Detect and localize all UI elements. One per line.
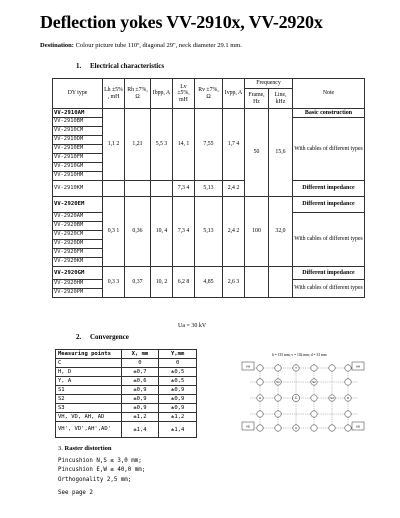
col-lv: Lv ±5%, mH	[173, 79, 195, 109]
model-cell: VV-2920DM	[53, 240, 103, 249]
marker-label: H	[258, 396, 262, 400]
ipp-value: 10, 2	[151, 267, 173, 298]
raster-line: Pincushion N,S ≤ 3,0 mm;	[58, 458, 142, 464]
model-cell: VV-2910DM	[53, 136, 103, 145]
marker-label: VH	[245, 364, 251, 369]
model-cell: VV-2910KM	[53, 181, 103, 197]
model-cell: VV-2920FM	[53, 249, 103, 258]
marker-label: D	[346, 396, 350, 400]
rh-value: 0,36	[125, 197, 151, 267]
conv-point: C	[56, 359, 122, 368]
rv-value: 5,13	[195, 197, 223, 267]
model-cell: VV-2920PM	[53, 289, 103, 298]
conv-point: H, D	[56, 368, 122, 377]
conv-y: ±0,9	[159, 404, 197, 413]
model-cell: VV-2920HM	[53, 280, 103, 289]
model-cell: VV-2910EM	[53, 145, 103, 154]
section-heading-electrical	[76, 62, 164, 70]
model-cell: VV-2910AM	[53, 109, 103, 118]
col-frame: Frame, Hz	[245, 89, 269, 109]
model-cell: VV-2920BM	[53, 222, 103, 231]
col-line: Line, kHz	[269, 89, 293, 109]
col-note: Note	[293, 79, 365, 109]
conv-point: VH', VD',AH',AD'	[56, 422, 122, 438]
model-cell: VV-2910HM	[53, 172, 103, 181]
destination-line	[40, 42, 242, 49]
page-title: Deflection yokes VV-2910x, VV-2920x	[40, 12, 323, 32]
ipp-value: 10, 4	[151, 197, 173, 267]
ivpp-value: 1,7 4	[223, 109, 245, 181]
convergence-table	[55, 349, 197, 438]
electrical-table	[52, 78, 365, 298]
lv-value: 6,2 8	[173, 267, 195, 298]
col-ivpp: Ivpp, A	[223, 79, 245, 109]
section-heading-raster	[58, 445, 112, 452]
anode-voltage: Ua = 30 kV	[178, 323, 207, 329]
note-cell: With cables of different types	[293, 118, 365, 181]
frame-value: 100	[245, 197, 269, 267]
marker-label: Y	[294, 366, 298, 370]
model-cell: VV-2920EM	[53, 197, 103, 213]
section-number: 2.	[76, 333, 82, 341]
note-cell: With cables of different types	[293, 280, 365, 298]
conv-point: S2	[56, 395, 122, 404]
conv-y: ±1,2	[159, 413, 197, 422]
conv-y: ±1,4	[159, 422, 197, 438]
conv-point: S3	[56, 404, 122, 413]
col-rh: Rh ±7%, Ω	[125, 79, 151, 109]
note-cell: Different impedance	[293, 181, 365, 197]
model-cell: VV-2910FM	[53, 154, 103, 163]
raster-specs	[58, 457, 145, 485]
convergence-points-diagram	[236, 350, 366, 445]
conv-y: ±0,9	[159, 395, 197, 404]
center-label: C	[294, 396, 298, 401]
diagram-dimensions: h = 135 mm; v = 102 mm; d = 33 mm	[272, 353, 327, 357]
raster-line: Pincushion E,W ≤ 40,0 mm;	[58, 467, 146, 474]
conv-y: ±0,5	[159, 377, 197, 386]
model-cell: VV-2920GM	[53, 267, 103, 280]
ivpp-value: 2,4 2	[223, 197, 245, 267]
lh-value: 0,3 3	[103, 267, 125, 298]
col-frequency: Frequency	[245, 79, 293, 89]
section-title: Electrical characteristics	[90, 62, 165, 70]
lv-value: 7,3 4	[173, 197, 195, 267]
conv-header-points: Measuring points	[56, 350, 122, 359]
conv-point: Y, A	[56, 377, 122, 386]
rh-value: 1,21	[125, 109, 151, 181]
see-page-note: See page 2	[58, 490, 93, 496]
conv-y: ±0,5	[159, 368, 197, 377]
lv-value: 14, 1	[173, 109, 195, 181]
line-value: 32,0	[269, 197, 293, 267]
conv-x: ±0,9	[121, 386, 159, 395]
ivpp-value: 2,4 2	[223, 181, 245, 197]
model-cell: VV-2910CM	[53, 127, 103, 136]
conv-x: ±1,4	[121, 422, 159, 438]
note-cell: Basic construction	[293, 109, 365, 118]
ipp-value: 5,5 3	[151, 109, 173, 181]
model-cell: VV-2910BM	[53, 118, 103, 127]
lh-value: 0,3 1	[103, 197, 125, 267]
col-ipp: Ibpp, A	[151, 79, 173, 109]
note-cell: Different impedance	[293, 197, 365, 213]
conv-x: ±0,7	[121, 368, 159, 377]
conv-header-x: X, mm	[121, 350, 159, 359]
ivpp-value: 2,6 3	[223, 267, 245, 298]
conv-x: ±0,6	[121, 377, 159, 386]
model-cell: VV-2920AM	[53, 213, 103, 222]
conv-point: S1	[56, 386, 122, 395]
conv-x: ±0,9	[121, 395, 159, 404]
col-dy-type: DY type	[53, 79, 103, 109]
note-cell: Different impedance	[293, 267, 365, 280]
conv-x: ±1,2	[121, 413, 159, 422]
conv-y: ±0,9	[159, 386, 197, 395]
marker-label: S2	[312, 380, 316, 384]
line-value: 15,6	[269, 109, 293, 197]
col-lh: Lh ±5% , mH	[103, 79, 125, 109]
conv-y: 0	[159, 359, 197, 368]
model-cell: VV-2920CM	[53, 231, 103, 240]
lv-value: 7,3 4	[173, 181, 195, 197]
rv-value: 7,55	[195, 109, 223, 181]
frame-value: 50	[245, 109, 269, 197]
rh-value: 0,37	[125, 267, 151, 298]
marker-label: VD	[245, 424, 251, 429]
marker-label: S3	[330, 396, 334, 400]
marker-label: AH	[355, 364, 361, 369]
model-cell: VV-2910GM	[53, 163, 103, 172]
conv-x: 0	[121, 359, 159, 368]
rv-value: 5,13	[195, 181, 223, 197]
marker-label: A	[294, 426, 298, 430]
section-title: Convergence	[90, 333, 129, 341]
raster-line: Orthogonality 2,5 mm;	[58, 476, 132, 483]
section-number: 1.	[76, 62, 82, 70]
marker-label: AD	[355, 424, 361, 429]
section-number: 3.	[58, 445, 63, 452]
conv-x: ±0,9	[121, 404, 159, 413]
lh-value: 1,1 2	[103, 109, 125, 181]
destination-label: Destination:	[40, 42, 74, 49]
col-rv: Rv ±7%, Ω	[195, 79, 223, 109]
model-cell: VV-2920KM	[53, 258, 103, 267]
marker-label: S1	[276, 380, 280, 384]
rv-value: 4,85	[195, 267, 223, 298]
section-title: Raster distortion	[64, 445, 112, 452]
conv-point: VH, VD, AH, AD	[56, 413, 122, 422]
section-heading-convergence	[76, 333, 129, 341]
destination-text: Colour picture tube 110º, diagonal 29", neck diameter 29.1 mm.	[75, 42, 242, 49]
note-cell: With cables of different types	[293, 213, 365, 267]
conv-header-y: Y,mm	[159, 350, 197, 359]
